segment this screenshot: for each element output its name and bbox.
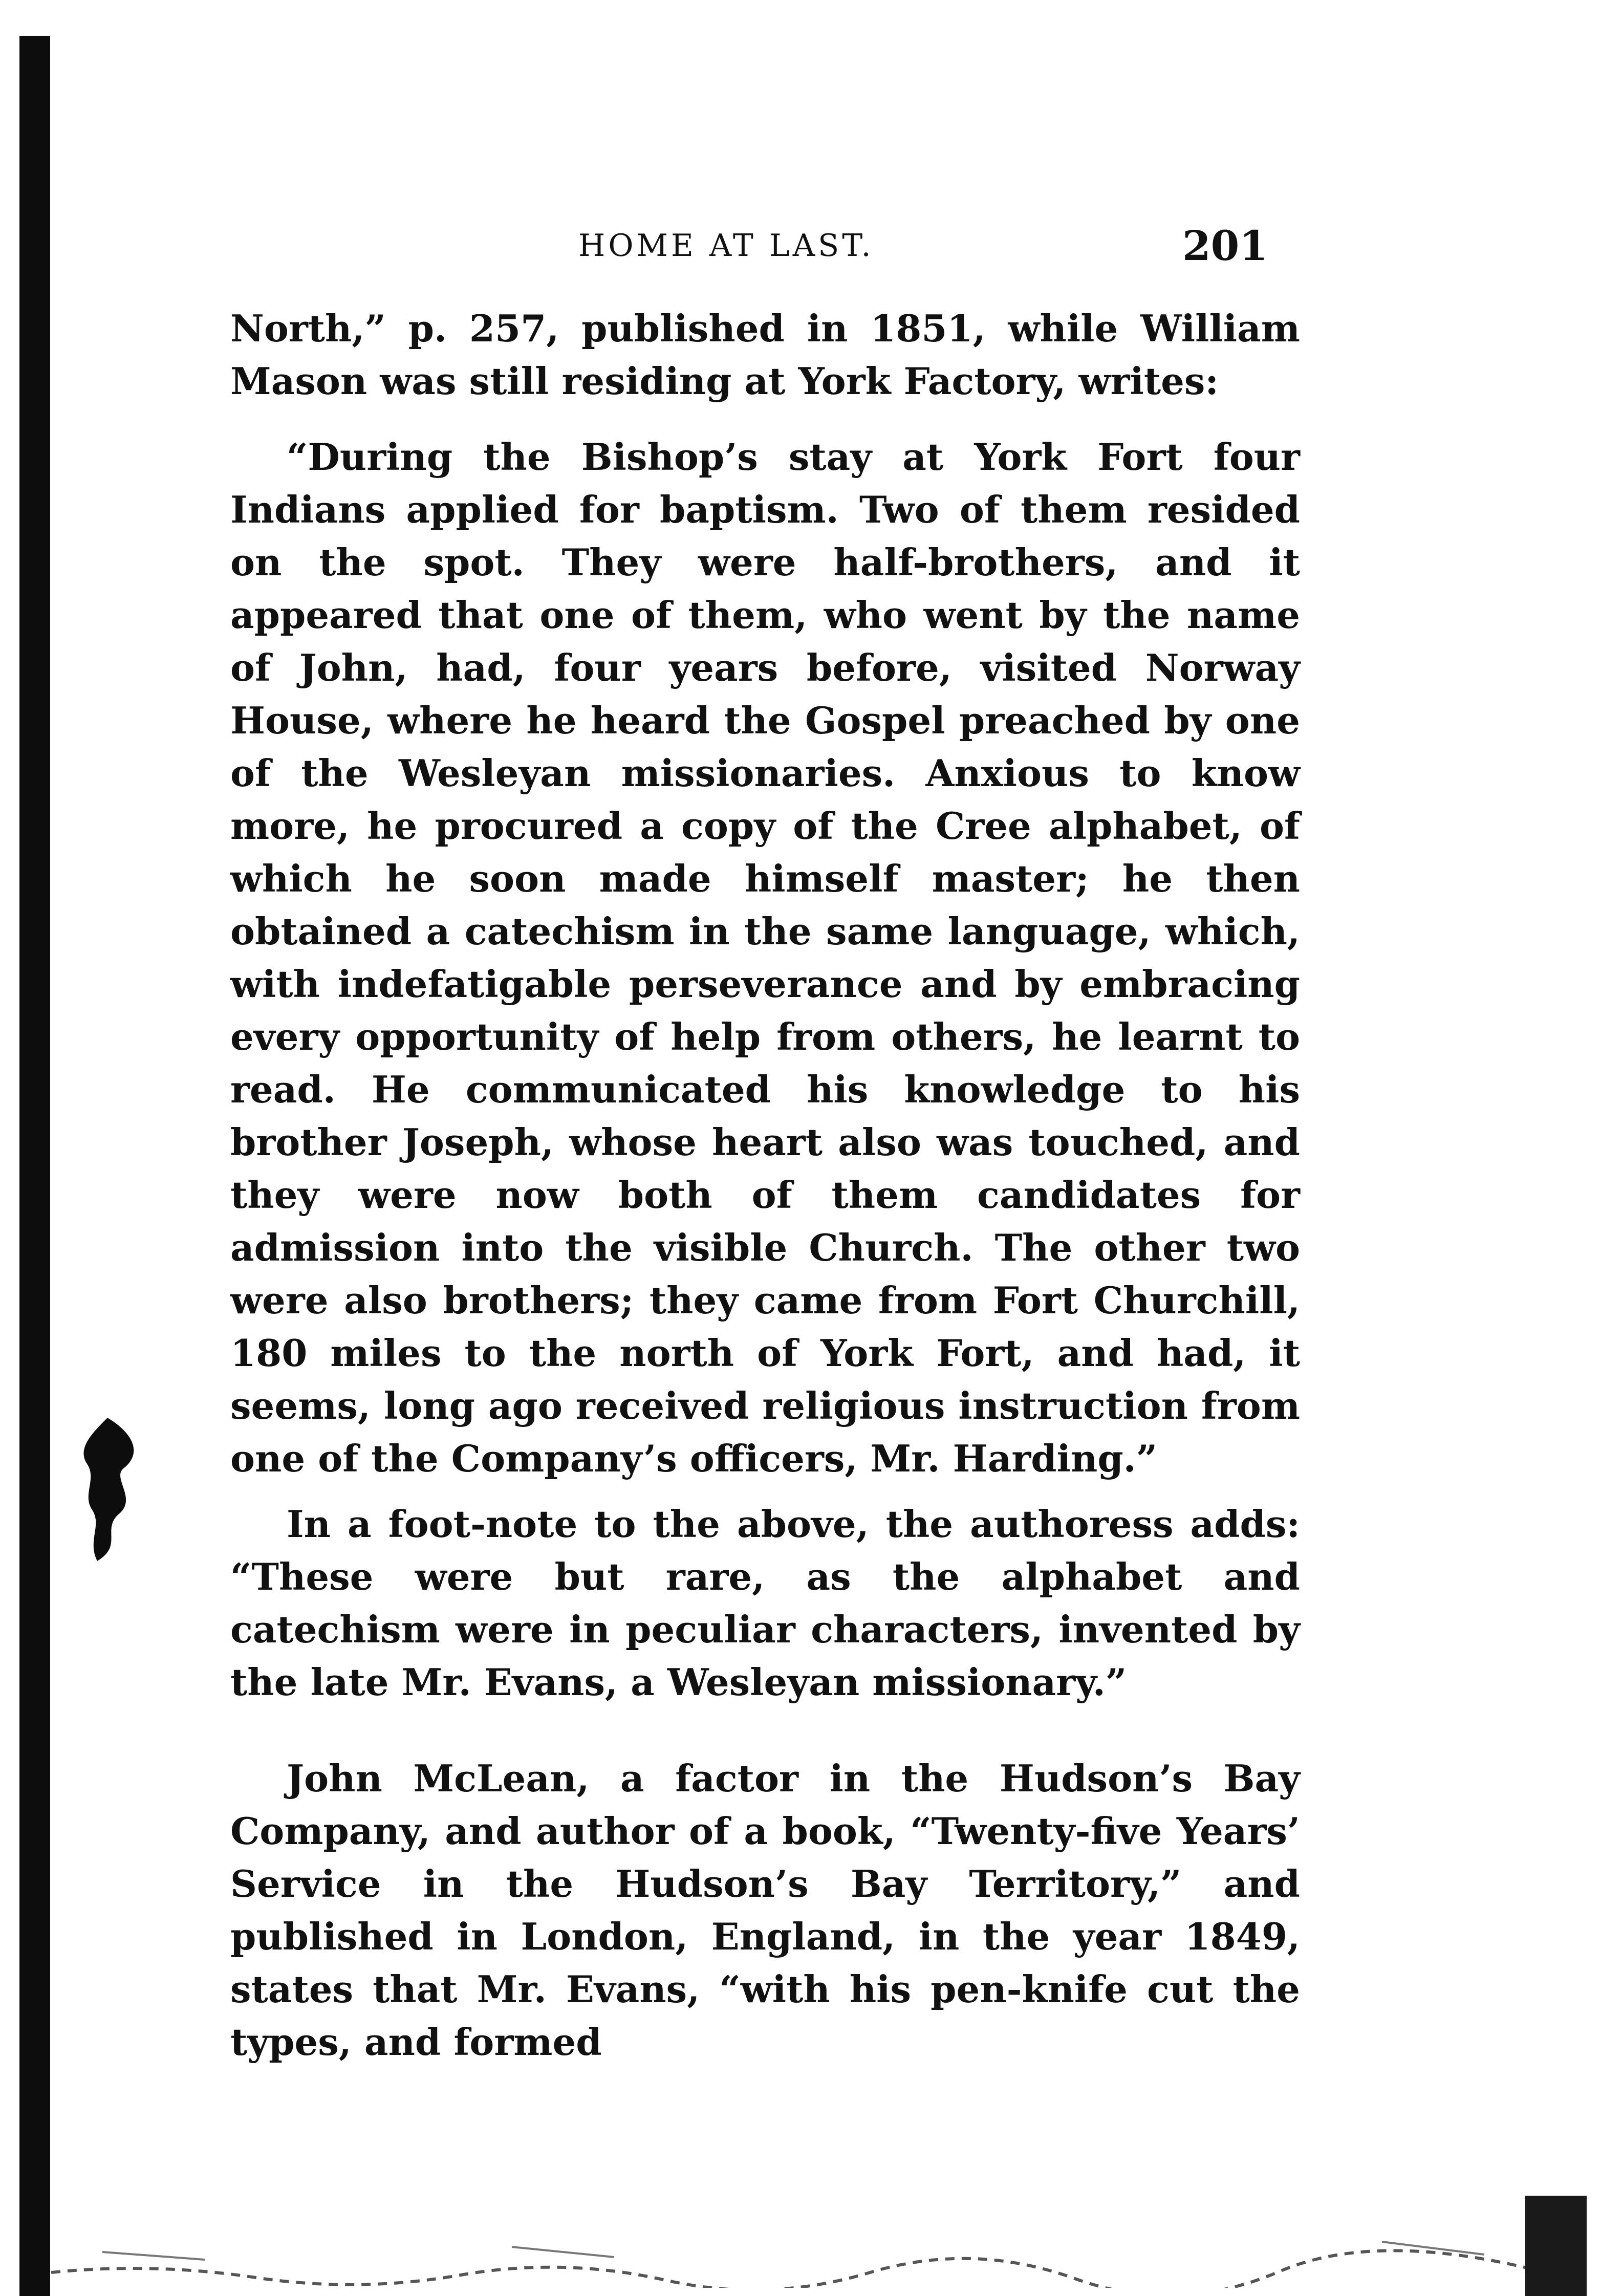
paragraph-footnote: In a foot-note to the above, the authoress adds: “These were but rare, as the alphabet and catechism were in peculiar characters, invented by the late Mr. Evans, a Wesleyan missionary.” [230,1502,1300,1704]
scan-noise-bottom [51,2232,1561,2288]
running-head: HOME AT LAST. [578,228,874,264]
page-number: 201 [1182,222,1268,270]
page-header [0,218,1601,269]
paragraph-intro: North,” p. 257, published in 1851, while William Mason was still residing at York Factory, writes: [230,307,1300,403]
binding-shadow [19,36,50,2296]
paragraph-mclean: John McLean, a factor in the Hudson’s Bay Company, and author of a book, “Twenty-five Years’ Service in the Hudson’s Bay Territory,” and published in London, England, in the year 1849, states that Mr. Evans, “with his pen-knife cut the types, and formed [230,1757,1300,2064]
body-text [230,302,1300,2068]
scan-corner-mark [1525,2196,1587,2296]
paragraph-quotation: “During the Bishop’s stay at York Fort four Indians applied for baptism. Two of them resided on the spot. They were half-brothers, and it appeared that one of them, who went by the name of John, had, four years before, visited Norway House, where he heard the Gospel preached by one of the Wesleyan missionaries. Anxious to know more, he procured a copy of the Cree alphabet, of which he soon made himself master; he then obtained a catechism in the same language, which, with indefatigable perseverance and by embracing every opportunity of help from others, he learnt to read. He communicated his knowledge to his brother Joseph, whose heart also was touched, and they were now both of them candidates for admission into the visible Church. The other two were also brothers; they came from Fort Churchill, 180 miles to the north of York Fort, and had, it seems, long ago received religious instruction from one of the Company’s officers, Mr. Harding.” [230,435,1300,1480]
ink-blot-mark [61,1413,148,1566]
